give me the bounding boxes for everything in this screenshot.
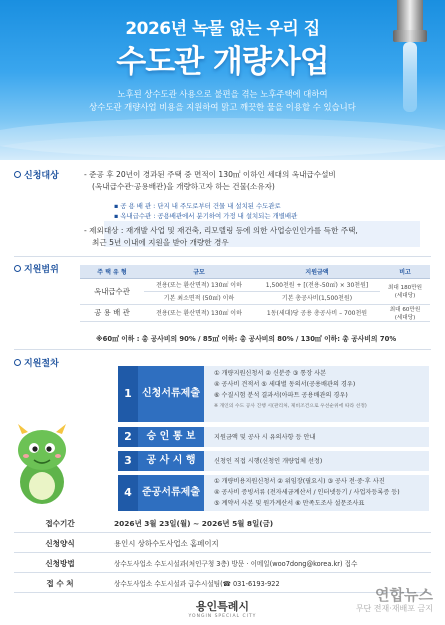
table-row <box>80 278 430 291</box>
step-name: 승 인 통 보 <box>138 427 204 447</box>
table-cell-type: 옥내급수관 <box>80 278 144 304</box>
info-key: 접수기간 <box>45 519 75 528</box>
support-range-table <box>80 265 430 322</box>
target-note1: ▪ 공 용 배 관 : 단지 내 주도로부터 건물 내 설치된 수도관로 <box>114 202 281 210</box>
table-cell-note: 최대 180만원 (세대당) <box>380 278 430 304</box>
step-4 <box>118 475 429 511</box>
divider <box>14 349 431 350</box>
title-line1: 2026년 녹물 없는 우리 집 <box>125 19 320 39</box>
table-cell-scale: 기본 최소면적 (50㎡) 이하 <box>144 291 254 304</box>
target-exclusion2: 최근 5년 이내에 지원을 받아 개량한 경우 <box>92 238 229 247</box>
target-line2: (옥내급수관·공용배관)을 개량하고자 하는 건물(소유자) <box>92 182 275 191</box>
water-wave <box>0 134 445 160</box>
info-row-form <box>14 533 431 553</box>
step-desc: 신청인 직접 시행(신청인 개량업체 선정) <box>214 458 323 465</box>
step-desc: 지원금액 및 공사 시 유의사항 등 안내 <box>214 434 316 441</box>
step-number: 3 <box>118 451 138 471</box>
info-row-period <box>14 513 431 533</box>
info-key: 접 수 처 <box>46 579 74 588</box>
intro-line2: 상수도관 개량사업 비용을 지원하여 맑고 깨끗한 물을 이용할 수 있습니다 <box>89 102 356 112</box>
table-header: 지원금액 <box>254 265 380 278</box>
table-cell-amount: 기본 총공사비(1,500천원) <box>254 291 380 304</box>
table-cell-amount: 1동(세대)당 공용 총공사비 – 700천원 <box>254 304 380 321</box>
circle-bullet-icon <box>14 359 21 366</box>
info-key: 신청방법 <box>45 559 75 568</box>
step-name: 준공서류제출 <box>138 475 204 511</box>
info-value: 2026년 3월 23일(월) ~ 2026년 5월 8일(금) <box>114 519 274 528</box>
step-number: 4 <box>118 475 138 511</box>
section-range-label: 지원범위 <box>14 262 59 275</box>
target-exclusion1: - 제외대상 : 재개발 사업 및 재건축, 리모델링 등에 의한 사업승인인가를 득한 주택, <box>84 226 358 235</box>
table-row <box>80 304 430 321</box>
hero-banner <box>0 0 445 160</box>
step-name: 신청서류제출 <box>138 366 204 422</box>
info-value: 상수도사업소 수도시설과(처인구청 3층) 방문 · 이메일(woo7dong@korea.kr) 접수 <box>114 560 358 568</box>
watermark-main: 연합뉴스 <box>375 586 433 604</box>
logo-english: YONGIN SPECIAL CITY <box>188 614 257 619</box>
step-number: 2 <box>118 427 138 447</box>
table-cell-scale: 전용(또는 환산면적) 130㎡ 이하 <box>144 304 254 321</box>
intro-line1: 노후된 상수도관 사용으로 불편을 겪는 노후주택에 대하여 <box>117 89 328 99</box>
table-cell-scale: 전용(또는 환산면적) 130㎡ 이하 <box>144 278 254 291</box>
table-cell-type: 공 용 배 관 <box>80 304 144 321</box>
step-number: 1 <box>118 366 138 422</box>
step-1 <box>118 366 429 422</box>
table-header: 주 택 유 형 <box>80 265 144 278</box>
title-line2: 수도관 개량사업 <box>116 44 329 80</box>
table-cell-amount: 1,500천원 + [(전용-50㎡) × 30천원] <box>254 278 380 291</box>
section-procedure-label: 지원절차 <box>14 356 59 369</box>
table-cell-note: 최대 60만원 (세대당) <box>380 304 430 321</box>
step-desc: ① 개량비용지원신청서 ② 위임장(필요시) ③ 공사 전·중·후 사진 ④ 공사비 증빙서류 (전자세금계산서 / 인터넷등기 / 사업자등록증 등) ⑤ 계약서 사본 및 원가계산서 ⑥ 만족도조사 설문조사표 <box>214 478 400 507</box>
circle-bullet-icon <box>14 171 21 178</box>
range-footnote: ※60㎡ 이하 : 총 공사비의 90% / 85㎡ 이하: 총 공사비의 80% / 130㎡ 이하: 총 공사비의 70% <box>96 335 397 343</box>
section-target-label: 신청대상 <box>14 168 59 181</box>
info-key: 신청양식 <box>45 539 75 548</box>
step-name: 공 사 시 행 <box>138 451 204 471</box>
watermark-sub: 무단 전재·재배포 금지 <box>355 604 433 613</box>
step-desc: ① 개량지원신청서 ② 신분증 ③ 통장 사본 ④ 공사비 견적서 ⑤ 세대별 동의서(공용배관의 경우) ⑥ 수질시험 분석 결과서(아파트 공용배관의 경우) ※ 개인의 수도 공사 진행 시(관리처, 제비조건으로 우선순위에 따라 선정) <box>214 370 367 409</box>
step-2 <box>118 427 429 447</box>
logo-korean: 용인특례시 <box>195 600 250 613</box>
circle-bullet-icon <box>14 265 21 272</box>
info-row-office <box>14 573 431 593</box>
info-value: 상수도사업소 수도시설과 급수시설팀(☎ 031-6193-922 <box>114 580 280 588</box>
step-3 <box>118 451 429 471</box>
table-header: 규모 <box>144 265 254 278</box>
target-note2: ▪ 옥내급수관 : 공용배관에서 분기하여 가정 내 설치되는 개별배관 <box>114 212 298 220</box>
table-header: 비고 <box>380 265 430 278</box>
dragon-mascot-icon <box>8 420 76 508</box>
divider <box>14 256 431 257</box>
table-header-row <box>80 265 430 278</box>
intro-text <box>0 88 445 114</box>
info-row-method <box>14 553 431 573</box>
target-line1: - 준공 후 20년이 경과된 주택 중 면적이 130㎡ 이하인 세대의 옥내급수설비 <box>84 170 336 179</box>
info-value: 용인시 상하수도사업소 홈페이지 <box>114 539 219 548</box>
